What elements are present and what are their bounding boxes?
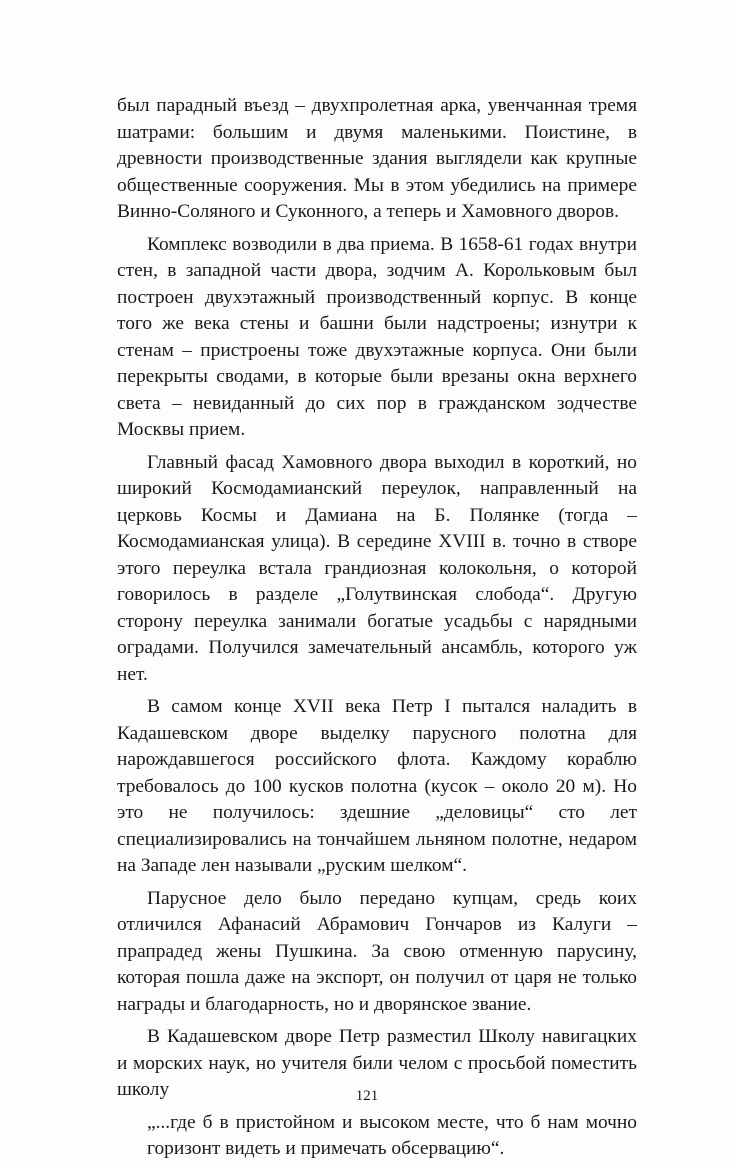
paragraph: Главный фасад Хамовного двора выходил в короткий, но широкий Космодамианский переулок, направленный на церковь Космы и Дамиана на Б. Полянке (тогда – Космодамианская улица). В середине XVIII в. точно в створе этого переулка встала грандиозная колокольня, о которой говорилось в разделе „Голутвинская слобода“. Другую сторону переулка занимали богатые усадьбы с нарядными оградами. Получился замечательный ансамбль, которого уж нет.: [117, 451, 637, 685]
paragraph: В самом конце XVII века Петр I пытался наладить в Кадашевском дворе выделку парусного полотна для нарождавшегося российского флота. Каждому кораблю требовалось до 100 кусков полотна (кусок – около 20 м). Но это не получилось: здешние „деловицы“ сто лет специализировались на тончайшем льняном полотне, недаром на Западе лен называли „руским шелком“.: [117, 696, 637, 876]
paragraph: Комплекс возводили в два приема. В 1658-61 годах внутри стен, в западной части двора, зодчим А. Корольковым был построен двухэтажный производственный корпус. В конце того же века стены и башни были надстроены; изнутри к стенам – пристроены тоже двухэтажные корпуса. Они были перекрыты сводами, в которые были врезаны окна верхнего света – невиданный до сих пор в гражданском зодчестве Москвы прием.: [117, 233, 637, 440]
block-quote: „...где б в пристойном и высоком месте, что б нам мочно горизонт видеть и примечать обсервацию“.: [147, 1111, 637, 1159]
page-number: 121: [355, 1088, 379, 1104]
paragraph-continuation: был парадный въезд – двухпролетная арка, увенчанная тремя шатрами: большим и двумя маленькими. Поистине, в древности производственные здания выглядели как крупные общественные сооружения. Мы в этом убедились на примере Винно-Соляного и Суконного, а теперь и Хамовного дворов.: [117, 95, 637, 222]
paragraph: Парусное дело было передано купцам, средь коих отличился Афанасий Абрамович Гончаров из Калуги – прапрадед жены Пушкина. За свою отменную парусину, которая пошла даже на экспорт, он получил от царя не только награды и благодарность, но и дворянское звание.: [117, 887, 637, 1015]
body-text: [117, 93, 637, 1163]
paragraph: В Кадашевском дворе Петр разместил Школу навигацких и морских наук, но учителя били челом с просьбой поместить школу: [117, 1026, 637, 1100]
